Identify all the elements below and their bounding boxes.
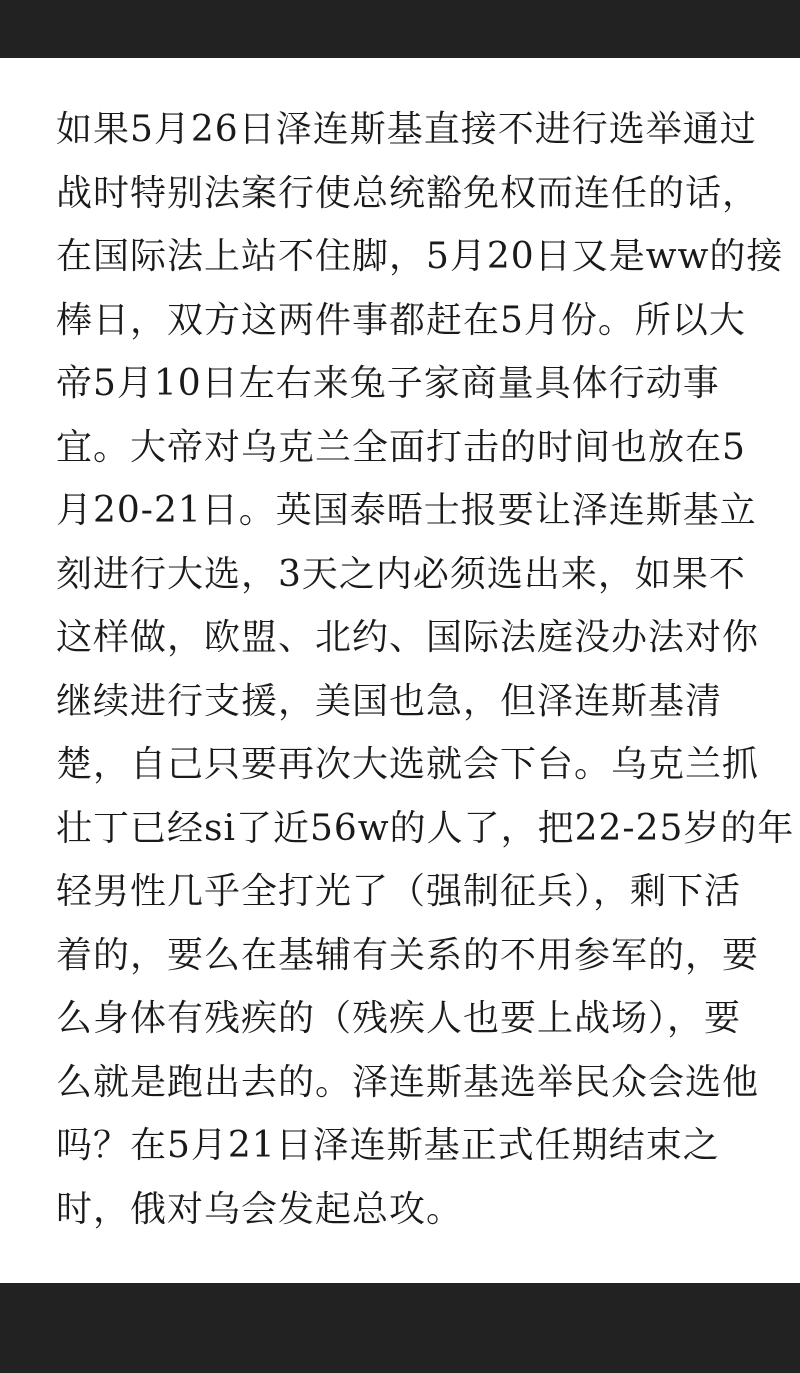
text-line: 在国际法上站不住脚，5月20日又是ww的接 — [56, 236, 784, 277]
text-line: 棒日，双方这两件事都赶在5月份。所以大 — [56, 299, 746, 341]
text-line: 楚，自己只要再次大选就会下台。乌克兰抓 — [56, 744, 760, 785]
body-paragraph — [56, 98, 795, 1241]
text-line: 轻男性几乎全打光了（强制征兵），剩下活 — [56, 871, 742, 912]
text-line: 时，俄对乌会发起总攻。 — [56, 1188, 464, 1230]
text-line: 帝5月10日左右来兔子家商量具体行动事 — [56, 363, 720, 404]
text-line: 宜。大帝对乌克兰全面打击的时间也放在5 — [56, 426, 746, 468]
text-line: 么身体有残疾的（残疾人也要上战场），要 — [56, 998, 742, 1039]
text-line: 这样做，欧盟、北约、国际法庭没办法对你 — [56, 617, 760, 658]
bottom-frame-bar — [0, 1283, 800, 1373]
text-line: 如果5月26日泽连斯基直接不进行选举通过 — [56, 109, 757, 150]
text-page — [0, 58, 800, 1283]
text-line: 刻进行大选，3天之内必须选出来，如果不 — [56, 553, 746, 595]
text-line: 着的，要么在基辅有关系的不用参军的，要 — [56, 934, 760, 976]
text-line: 战时特别法案行使总统豁免权而连任的话， — [56, 172, 760, 214]
text-line: 继续进行支援，美国也急，但泽连斯基清 — [56, 680, 723, 722]
text-line: 壮丁已经si了近56w的人了，把22-25岁的年 — [56, 807, 795, 849]
text-line: 月20-21日。英国泰晤士报要让泽连斯基立 — [56, 490, 757, 531]
text-line: 吗？在5月21日泽连斯基正式任期结束之 — [56, 1125, 720, 1166]
text-line: 么就是跑出去的。泽连斯基选举民众会选他 — [56, 1061, 760, 1103]
top-frame-bar — [0, 0, 800, 58]
